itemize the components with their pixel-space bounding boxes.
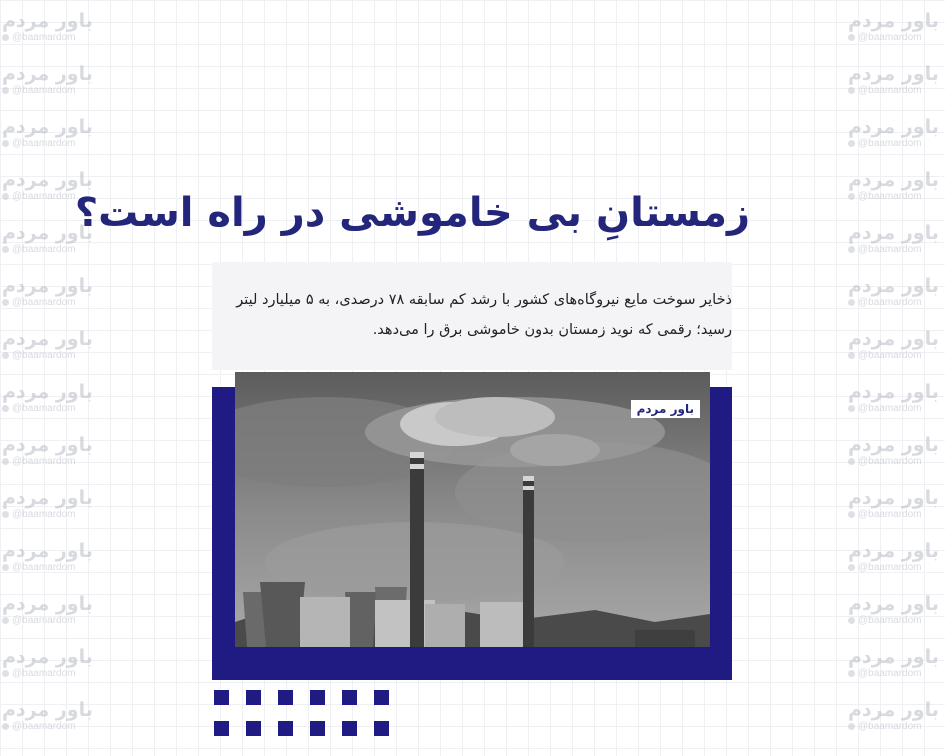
watermark: [848, 106, 945, 159]
social-icon: [848, 564, 855, 571]
watermark: [848, 530, 945, 583]
decorative-square: [310, 690, 325, 705]
watermark-logo: باور مردم: [2, 169, 93, 191]
social-icon: [848, 246, 855, 253]
photo-logo: باور مردم: [631, 400, 700, 418]
watermark-logo: باور مردم: [848, 169, 939, 191]
watermark: [848, 583, 945, 636]
decorative-square: [374, 690, 389, 705]
watermark-column-right: [848, 0, 945, 756]
watermark: [848, 689, 945, 742]
watermark-handle: @baamardom: [858, 509, 922, 520]
social-icon: [848, 193, 855, 200]
watermark-logo: باور مردم: [848, 434, 939, 456]
watermark: [2, 106, 102, 159]
watermark-handle: @baamardom: [12, 138, 76, 149]
watermark-logo: باور مردم: [2, 10, 93, 32]
watermark-handle: @baamardom: [12, 668, 76, 679]
decorative-square: [214, 721, 229, 736]
social-icon: [2, 193, 9, 200]
watermark: [848, 477, 945, 530]
watermark-logo: باور مردم: [848, 646, 939, 668]
watermark-handle: @baamardom: [858, 403, 922, 414]
watermark-handle: @baamardom: [12, 721, 76, 732]
social-icon: [848, 723, 855, 730]
watermark: [848, 371, 945, 424]
watermark: [2, 0, 102, 53]
watermark: [848, 318, 945, 371]
watermark-handle: @baamardom: [12, 191, 76, 202]
watermark-handle: @baamardom: [12, 297, 76, 308]
watermark-handle: @baamardom: [858, 297, 922, 308]
watermark-handle: @baamardom: [12, 509, 76, 520]
social-icon: [2, 670, 9, 677]
watermark-logo: باور مردم: [2, 487, 93, 509]
social-icon: [848, 34, 855, 41]
watermark-logo: باور مردم: [848, 10, 939, 32]
watermark-logo: باور مردم: [2, 275, 93, 297]
watermark: [2, 53, 102, 106]
watermark-handle: @baamardom: [12, 562, 76, 573]
watermark: [2, 477, 102, 530]
watermark-handle: @baamardom: [12, 456, 76, 467]
social-icon: [848, 458, 855, 465]
decorative-squares: [214, 690, 394, 740]
watermark: [2, 424, 102, 477]
watermark-logo: باور مردم: [848, 487, 939, 509]
watermark-handle: @baamardom: [12, 350, 76, 361]
watermark: [2, 530, 102, 583]
social-icon: [848, 299, 855, 306]
watermark: [848, 53, 945, 106]
watermark-handle: @baamardom: [12, 403, 76, 414]
watermark-handle: @baamardom: [858, 32, 922, 43]
watermark-handle: @baamardom: [12, 32, 76, 43]
social-icon: [848, 617, 855, 624]
social-icon: [2, 352, 9, 359]
social-icon: [2, 299, 9, 306]
social-icon: [2, 564, 9, 571]
watermark-logo: باور مردم: [2, 434, 93, 456]
watermark: [2, 636, 102, 689]
social-icon: [848, 670, 855, 677]
social-icon: [2, 405, 9, 412]
decorative-square: [278, 690, 293, 705]
watermark-logo: باور مردم: [2, 328, 93, 350]
social-icon: [2, 617, 9, 624]
decorative-square: [246, 690, 261, 705]
watermark-logo: باور مردم: [848, 63, 939, 85]
watermark-logo: باور مردم: [848, 222, 939, 244]
watermark-handle: @baamardom: [858, 350, 922, 361]
social-icon: [2, 246, 9, 253]
social-icon: [848, 405, 855, 412]
social-icon: [2, 87, 9, 94]
social-icon: [2, 34, 9, 41]
watermark-handle: @baamardom: [858, 244, 922, 255]
watermark-logo: باور مردم: [848, 328, 939, 350]
watermark-handle: @baamardom: [858, 85, 922, 96]
watermark-logo: باور مردم: [848, 275, 939, 297]
watermark-handle: @baamardom: [12, 244, 76, 255]
watermark: [848, 212, 945, 265]
decorative-square: [214, 690, 229, 705]
watermark-column-left: [2, 0, 102, 756]
watermark-logo: باور مردم: [2, 116, 93, 138]
watermark-logo: باور مردم: [848, 381, 939, 403]
decorative-square: [342, 721, 357, 736]
social-icon: [2, 511, 9, 518]
social-icon: [2, 458, 9, 465]
decorative-square: [342, 690, 357, 705]
watermark: [2, 689, 102, 742]
watermark-handle: @baamardom: [12, 615, 76, 626]
watermark-handle: @baamardom: [858, 191, 922, 202]
watermark: [2, 371, 102, 424]
watermark-logo: باور مردم: [2, 222, 93, 244]
watermark-handle: @baamardom: [12, 85, 76, 96]
watermark: [848, 159, 945, 212]
watermark-logo: باور مردم: [2, 646, 93, 668]
watermark-handle: @baamardom: [858, 562, 922, 573]
watermark-logo: باور مردم: [2, 593, 93, 615]
watermark-handle: @baamardom: [858, 668, 922, 679]
watermark: [848, 0, 945, 53]
watermark-logo: باور مردم: [2, 381, 93, 403]
watermark: [848, 636, 945, 689]
watermark-logo: باور مردم: [848, 116, 939, 138]
watermark-handle: @baamardom: [858, 615, 922, 626]
watermark-handle: @baamardom: [858, 721, 922, 732]
watermark-logo: باور مردم: [848, 699, 939, 721]
headline: زمستانِ بی خاموشی در راه است؟: [74, 190, 750, 236]
decorative-square: [374, 721, 389, 736]
social-icon: [2, 723, 9, 730]
watermark-logo: باور مردم: [2, 540, 93, 562]
watermark: [2, 265, 102, 318]
decorative-square: [278, 721, 293, 736]
watermark-logo: باور مردم: [2, 63, 93, 85]
power-plant-photo: [235, 372, 710, 647]
watermark: [2, 318, 102, 371]
social-icon: [2, 140, 9, 147]
watermark-logo: باور مردم: [848, 540, 939, 562]
watermark: [848, 265, 945, 318]
watermark: [848, 424, 945, 477]
social-icon: [848, 140, 855, 147]
social-icon: [848, 511, 855, 518]
watermark-handle: @baamardom: [858, 138, 922, 149]
social-icon: [848, 352, 855, 359]
decorative-square: [310, 721, 325, 736]
social-icon: [848, 87, 855, 94]
watermark: [2, 583, 102, 636]
decorative-square: [246, 721, 261, 736]
watermark-logo: باور مردم: [848, 593, 939, 615]
watermark-handle: @baamardom: [858, 456, 922, 467]
lead-text: ذخایر سوخت مایع نیروگاه‌های کشور با رشد کم سابقه ۷۸ درصدی، به ۵ میلیارد لیتر رسید؛ رقمی که نوید زمستان بدون خاموشی برق را می‌دهد.: [236, 292, 732, 338]
watermark-logo: باور مردم: [2, 699, 93, 721]
